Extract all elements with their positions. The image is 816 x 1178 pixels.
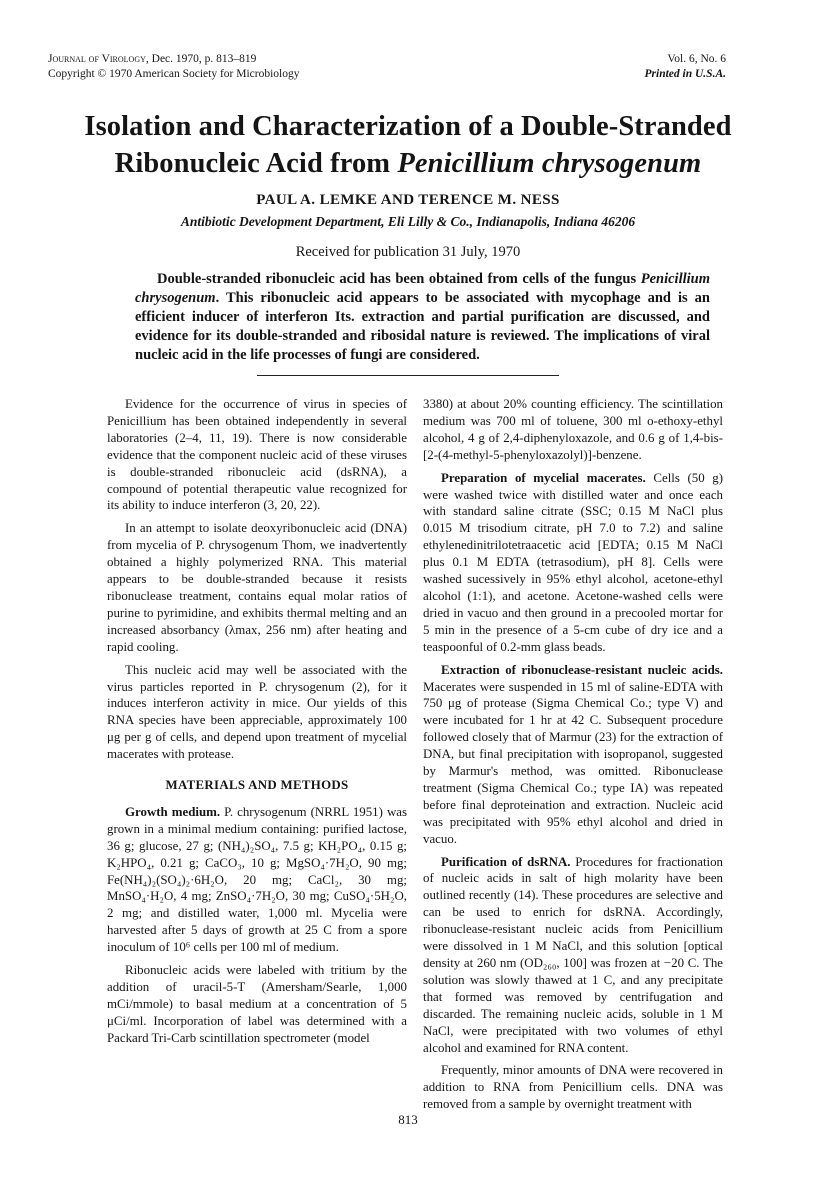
abstract: Double-stranded ribonucleic acid has been obtained from cells of the fungus Penicillium chrysogenum. This ribonucleic acid appears to be associated with mycophage and is an efficient inducer of interferon Its. extraction and partial purification are discussed, and evidence for its double-stranded and ribosidal nature is reviewed. The implications of viral nucleic acid in the life processes of fungi are considered.	[135, 271, 710, 363]
intro-paragraph-3: This nucleic acid may well be associated with the virus particles reported in P. chrysogenum (2), for it induces interferon activity in mice. Our yields of this RNA species have been appreciable, approximately 100 μg per g of cells, and depend upon treatment of mycelial macerates with protease.	[107, 662, 407, 762]
abstract-divider	[257, 375, 559, 376]
page-number: 813	[398, 1112, 418, 1127]
printed-in: Printed in U.S.A.	[644, 68, 726, 80]
copyright-line: Copyright © 1970 American Society for Microbiology	[48, 68, 300, 80]
intro-paragraph-2: In an attempt to isolate deoxyribonucleic acid (DNA) from mycelia of P. chrysogenum Thom, we inadvertently obtained a highly polymerized RNA. This material appears to be double-stranded because it resists ribonuclease treatment, contains equal molar ratios of purine to pyrimidine, and exhibits thermal melting and an increased absorbancy (λmax, 256 nm) after heating and rapid cooling.	[107, 521, 407, 654]
dna-removal-paragraph: Frequently, minor amounts of DNA were recovered in addition to RNA from Penicillium cells. DNA was removed from a sample by overnight treatment with	[423, 1063, 723, 1112]
journal-citation: Journal of Virology, Dec. 1970, p. 813–819	[48, 53, 257, 65]
intro-paragraph-1: Evidence for the occurrence of virus in species of Penicillium has been obtained independently in several laboratories (2–4, 11, 19). There is now considerable evidence that the component nucleic acid of these viruses is double-stranded ribonucleic acid (dsRNA), a compound of potential therapeutic value recognized for its ability to induce interferon (3, 20, 22).	[107, 397, 407, 513]
authors: PAUL A. LEMKE AND TERENCE M. NESS	[256, 192, 560, 208]
right-column	[423, 396, 723, 1119]
growth-medium-paragraph: Growth medium. P. chrysogenum (NRRL 1951) was grown in a minimal medium containing: purified lactose, 36 g; glucose, 27 g; (NH₄)₂SO₄, 7.5 g; KH₂PO₄, 0.15 g; K₂HPO₄, 0.21 g; CaCO₃, 10 g; MgSO₄·7H₂O, 90 mg; Fe(NH₄)₂(SO₄)₂·6H₂O, 20 mg; CaCl₂, 30 mg; MnSO₄·H₂O, 4 mg; ZnSO₄·7H₂O, 30 mg; CuSO₄·5H₂O, 2 mg; and distilled water, 1,000 ml. Mycelia were harvested after 5 days of growth at 25 C from a spore inoculum of 10⁶ cells per 100 ml of medium.	[107, 804, 407, 955]
macerates-paragraph: Preparation of mycelial macerates. Cells (50 g) were washed twice with distilled water and once each with standard saline citrate (SSC; 0.15 M NaCl plus 0.015 M trisodium citrate, pH 7.0 to 7.2) and saline ethylenedinitrilotetraacetic acid [EDTA; 0.15 M NaCl plus 0.1 M EDTA (tetrasodium), pH 8]. Cells were washed sucessively in 95% ethyl alcohol, acetone-ethyl alcohol (1:1), and acetone. Acetone-washed cells were dried in vacuo and then ground in a precooled mortar for 5 min in the presence of a 5-cm cube of dry ice and a teaspoonful of 0.2-mm glass beads.	[423, 470, 723, 654]
extraction-paragraph: Extraction of ribonuclease-resistant nucleic acids. Macerates were suspended in 15 ml of saline-EDTA with 750 μg of protease (Sigma Chemical Co.; type V) and were incubated for 1 hr at 42 C. Subsequent procedure followed closely that of Marmur (23) for the extraction of DNA, but final precipitation with isopropanol, suggested by Marmur's method, was omitted. Ribonuclease treatment (Sigma Chemical Co.; type IA) was repeated before final deproteination and extraction. Nucleic acid was precipitated with 95% ethyl alcohol and dried in vacuo.	[423, 662, 723, 846]
title-line-1: Isolation and Characterization of a Double-Stranded	[84, 111, 732, 142]
volume-info: Vol. 6, No. 6	[667, 53, 726, 65]
purification-paragraph: Purification of dsRNA. Procedures for fractionation of nucleic acids in salt of high molarity have been outlined recently (14). These procedures are selective and can be used to enrich for dsRNA. Accordingly, ribonuclease-resistant nucleic acids from Penicillium were dissolved in 1 M NaCl, and this solution [optical density at 260 nm (OD₂₆₀, 100] was frozen at −20 C. The solution was slowly thawed at 1 C, and any precipitate that formed was removed by centrifugation and discarded. The remaining nucleic acids, soluble in 1 M NaCl, were precipitated with two volumes of ethyl alcohol and examined for RNA content.	[423, 854, 724, 1055]
title-line-2: Ribonucleic Acid from Penicillium chrysogenum	[114, 148, 702, 179]
scintillation-paragraph: 3380) at about 20% counting efficiency. The scintillation medium was 700 ml of toluene, 300 ml o-ethoxy-ethyl alcohol, 4 g of 2,4-diphenyloxazole, and 0.6 g of 1,4-bis-[2-(4-methyl-5-phenyloxazolyl)]-benzene.	[423, 397, 723, 462]
affiliation: Antibiotic Development Department, Eli Lilly & Co., Indianapolis, Indiana 46206	[180, 214, 636, 229]
left-column	[107, 396, 407, 1053]
article-title	[0, 108, 816, 182]
section-heading-methods: MATERIALS AND METHODS	[165, 778, 349, 793]
labeling-paragraph: Ribonucleic acids were labeled with tritium by the addition of uracil-5-T (Amersham/Searle, 1,000 mCi/mmole) to basal medium at a concentration of 5 μCi/ml. Incorporation of label was determined with a Packard Tri-Carb scintillation spectrometer (model	[107, 963, 407, 1045]
running-header-left	[48, 52, 299, 82]
running-header-right	[645, 52, 726, 82]
received-date: Received for publication 31 July, 1970	[295, 244, 521, 260]
